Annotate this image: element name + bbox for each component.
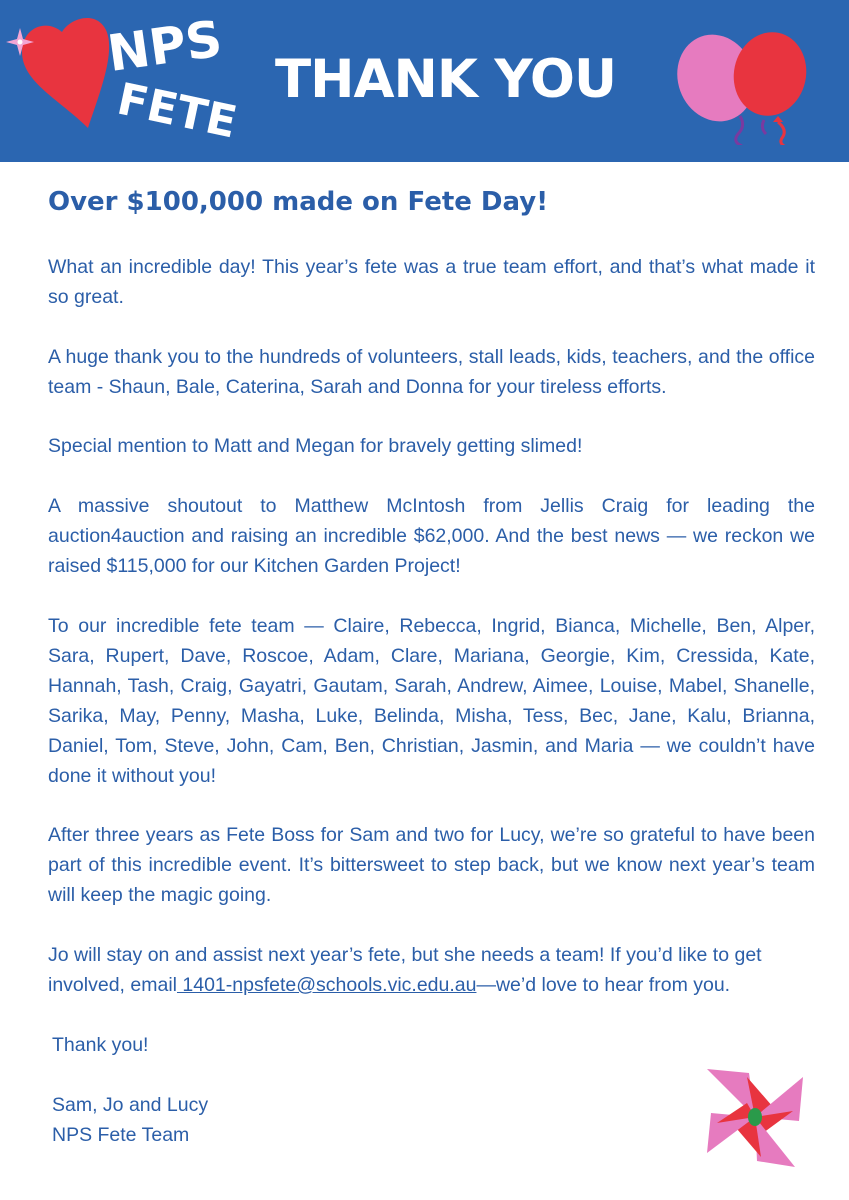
paragraph-farewell: After three years as Fete Boss for Sam and two for Lucy, we’re so grateful to have been part of this incredible event. It’s bittersweet to step back, but we know next year’s team will keep the magic going. — [48, 824, 815, 906]
signoff-names: Sam, Jo and Lucy — [52, 1094, 209, 1116]
pinwheel-icon — [700, 1062, 810, 1172]
email-link[interactable]: 1401-npsfete@schools.vic.edu.au — [176, 974, 477, 996]
page-title: THANK YOU — [275, 49, 616, 110]
paragraph-special-mention: Special mention to Matt and Megan for bravely getting slimed! — [48, 435, 583, 457]
logo-text-nps: NPS — [104, 9, 226, 83]
signoff-thanks: Thank you! — [52, 1034, 149, 1056]
paragraph-thanks: A huge thank you to the hundreds of volunteers, stall leads, kids, teachers, and the office team - Shaun, Bale, Caterina, Sarah and Donna for your tireless efforts. — [48, 346, 815, 398]
nps-fete-logo — [0, 0, 270, 162]
paragraph-intro: What an incredible day! This year’s fete was a true team effort, and that’s what made it so great. — [48, 256, 815, 308]
paragraph-fete-team: To our incredible fete team — Claire, Rebecca, Ingrid, Bianca, Michelle, Ben, Alper, Sara, Rupert, Dave, Roscoe, Adam, Clare, Mariana, Georgie, Kim, Cressida, Kate, Hannah, Tash, Craig, Gayatri, Gautam, Sarah, Andrew, Aimee, Louise, Mabel, Shanelle, Sarika, May, Penny, Masha, Luke, Belinda, Misha, Tess, Bec, Jane, Kalu, Brianna, Daniel, Tom, Steve, John, Cam, Ben, Christian, Jasmin, and Maria — we couldn’t have done it without you! — [48, 615, 815, 787]
paragraph-auction: A massive shoutout to Matthew McIntosh from Jellis Craig for leading the auction4auction and raising an incredible $62,000. And the best news — we reckon we raised $115,000 for our Kitchen Garden Project! — [48, 495, 815, 577]
signoff-team: NPS Fete Team — [52, 1124, 190, 1146]
heart-icon — [22, 18, 109, 128]
headline: Over $100,000 made on Fete Day! — [48, 187, 549, 217]
get-involved-text: Jo will stay on and assist next year’s fete, but she needs a team! If you’d like to get involved, email — [48, 944, 762, 996]
balloons-icon — [670, 20, 820, 145]
paragraph-get-involved — [48, 940, 815, 1000]
logo-text-fete: FETE — [112, 73, 242, 149]
header-banner — [0, 0, 849, 162]
get-involved-closing: —we’d love to hear from you. — [476, 974, 731, 996]
